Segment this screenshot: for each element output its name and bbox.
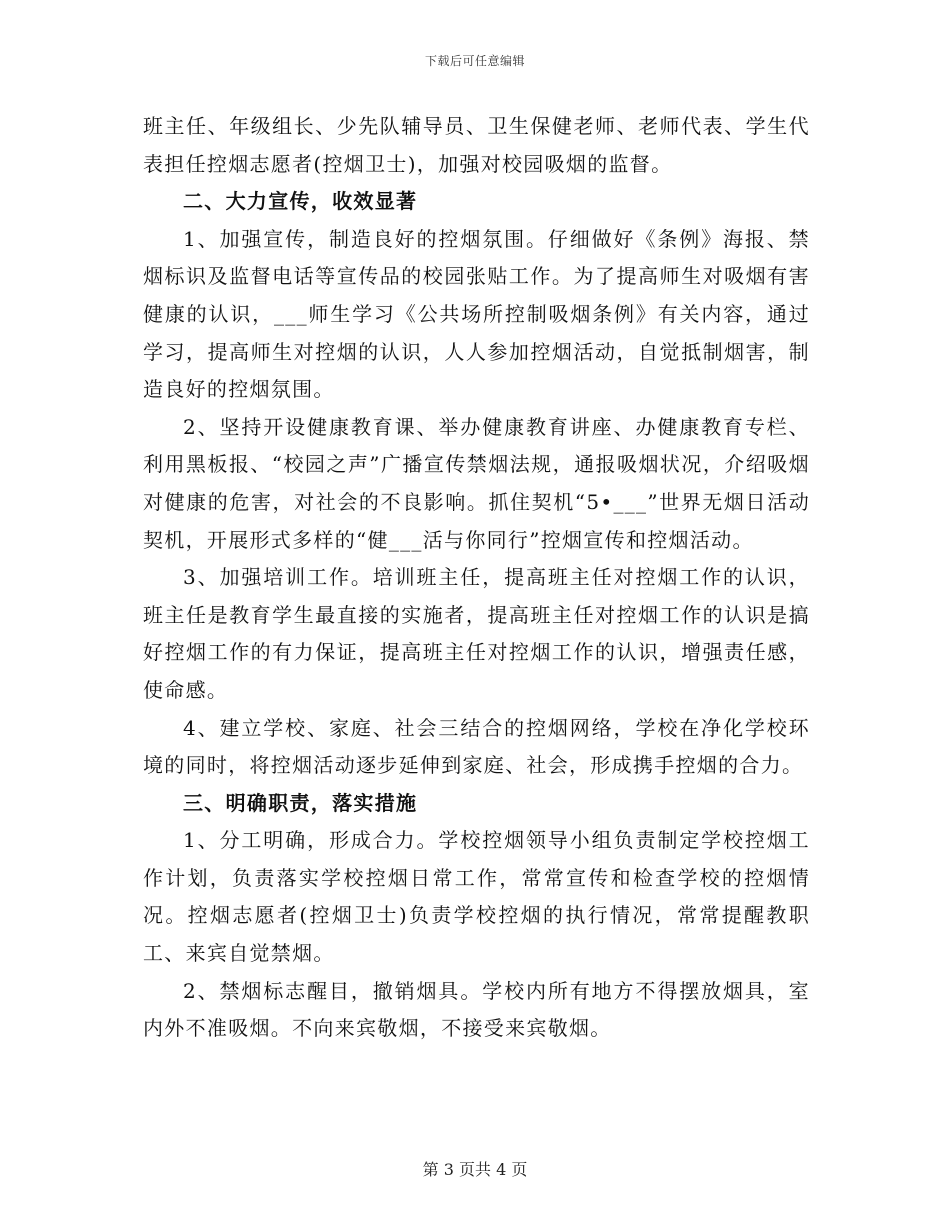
paragraph-2-4: 4、建立学校、家庭、社会三结合的控烟网络，学校在净化学校环境的同时，将控烟活动逐步延伸到家庭、社会，形成携手控烟的合力。 (143, 715, 810, 778)
section-heading-3: 三、明确职责，落实措施 (183, 790, 418, 815)
paragraph-continued: 班主任、年级组长、少先队辅导员、卫生保健老师、老师代表、学生代表担任控烟志愿者(控烟卫士)，加强对校园吸烟的监督。 (143, 114, 810, 176)
document-body (143, 108, 810, 1048)
paragraph-3-1: 1、分工明确，形成合力。学校控烟领导小组负责制定学校控烟工作计划，负责落实学校控烟日常工作，常常宣传和检查学校的控烟情况。控烟志愿者(控烟卫士)负责学校控烟的执行情况，常常提醒教职工、来宾自觉禁烟。 (143, 828, 810, 966)
section-heading-2: 二、大力宣传，收效显著 (183, 189, 418, 214)
paragraph-2-2: 2、坚持开设健康教育课、举办健康教育讲座、办健康教育专栏、利用黑板报、“校园之声”广播宣传禁烟法规，通报吸烟状况，介绍吸烟对健康的危害，对社会的不良影响。抓住契机“5•___”世界无烟日活动契机，开展形式多样的“健___活与你同行”控烟宣传和控烟活动。 (143, 414, 810, 552)
header-note: 下载后可任意编辑 (424, 54, 525, 68)
page-footer: 第 3 页共 4 页 (422, 1160, 528, 1179)
paragraph-2-3: 3、加强培训工作。培训班主任，提高班主任对控烟工作的认识，班主任是教育学生最直接的实施者，提高班主任对控烟工作的认识是搞好控烟工作的有力保证，提高班主任对控烟工作的认识，增强责任感，使命感。 (143, 565, 810, 702)
paragraph-3-2: 2、禁烟标志醒目，撤销烟具。学校内所有地方不得摆放烟具，室内外不准吸烟。不向来宾敬烟，不接受来宾敬烟。 (143, 978, 810, 1041)
paragraph-2-1: 1、加强宣传，制造良好的控烟氛围。仔细做好《条例》海报、禁烟标识及监督电话等宣传品的校园张贴工作。为了提高师生对吸烟有害健康的认识，___师生学习《公共场所控制吸烟条例》有关内容，通过学习，提高师生对控烟的认识，人人参加控烟活动，自觉抵制烟害，制造良好的控烟氛围。 (143, 226, 810, 402)
